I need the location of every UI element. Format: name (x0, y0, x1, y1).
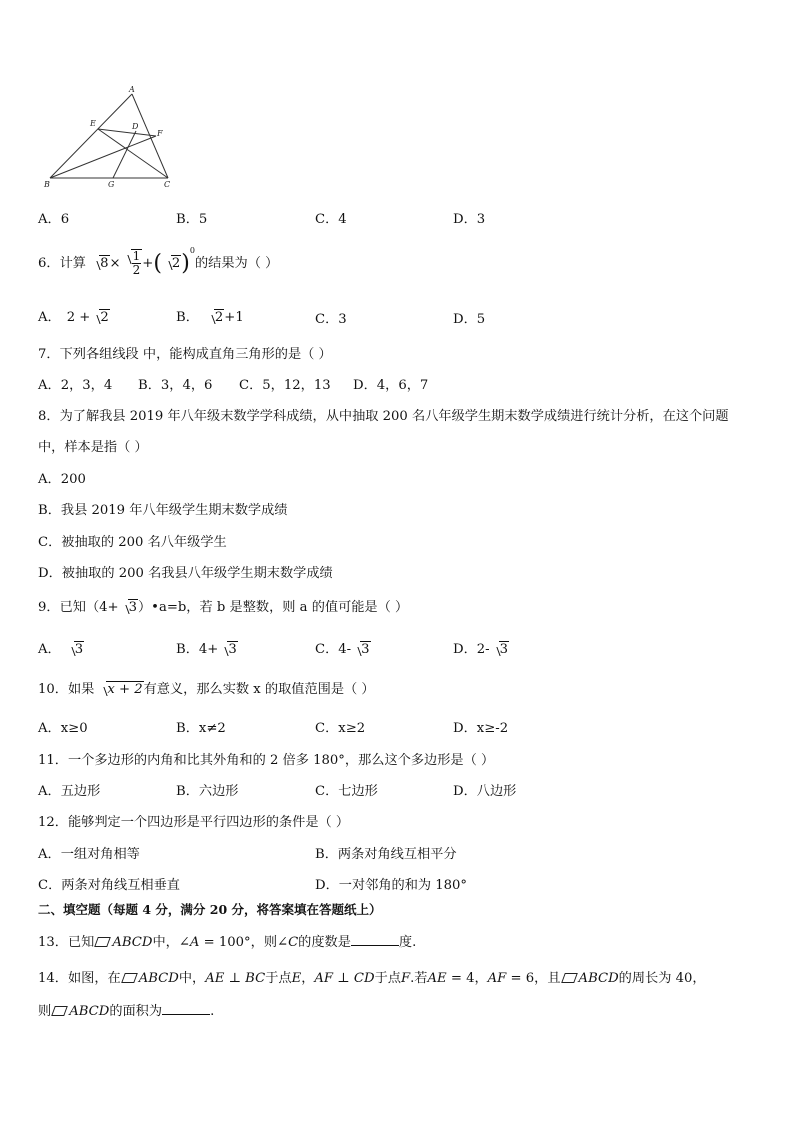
q14-answer-blank[interactable] (162, 1002, 210, 1015)
q10-option-d: D．x≥-2 (453, 721, 509, 736)
q11-option-b: B．六边形 (176, 784, 239, 799)
q12-option-a: A．一组对角相等 (38, 847, 140, 862)
q11-option-d: D．八边形 (453, 784, 517, 799)
q8-option-c: C．被抽取的 200 名八年级学生 (38, 535, 227, 550)
q10-option-c: C．x≥2 (315, 721, 366, 736)
q6-sqrt2: 2 (162, 255, 181, 271)
q5-option-d: D．3 (453, 212, 486, 227)
q6-option-a: A． 2 + 2 (38, 310, 109, 325)
q9-option-c: C．4- 3 (315, 642, 370, 657)
q8-stem-line1: 8．为了解我县 2019 年八年级末数学学科成绩，从中抽取 200 名八年级学生期末数学成绩进行统计分析，在这个问题 (38, 409, 729, 424)
q7-option-c: C．5，12，13 (239, 378, 331, 393)
q13-answer-blank[interactable] (351, 933, 399, 946)
q10-option-a: A．x≥0 (38, 721, 88, 736)
q6-stem: 6．计算 8× $\frac{1}{2}$ +( 2)$^0$的结果为（ ） (38, 246, 279, 277)
q6-times: × (109, 256, 121, 271)
q7-option-a: A．2，3，4 (38, 378, 113, 393)
line-bf (50, 136, 156, 178)
q8-stem-line2: 中，样本是指（ ） (38, 440, 148, 455)
q6-sqrt-frac: $\frac{1}{2}$ (121, 249, 143, 277)
triangle-figure (40, 86, 190, 192)
q8-option-a: A．200 (38, 472, 86, 487)
q10-option-b: B．x≠2 (176, 721, 226, 736)
q9-stem: 9．已知（4+ 3）•a=b，若 b 是整数，则 a 的值可能是（ ） (38, 600, 409, 615)
q7-option-d: D．4，6，7 (353, 378, 429, 393)
q7-stem: 7．下列各组线段 中，能构成直角三角形的是（ ） (38, 347, 332, 362)
q6-plus: + (142, 256, 154, 271)
q7-option-b: B．3，4，6 (138, 378, 213, 393)
q5-option-b: B．5 (176, 212, 208, 227)
q12-option-b: B．两条对角线互相平分 (315, 847, 457, 862)
q6-option-d: D．5 (453, 312, 486, 327)
label-a: A (129, 86, 135, 94)
q6-prefix: 6．计算 (38, 256, 86, 271)
q11-option-a: A．五边形 (38, 784, 101, 799)
q6-suffix: 的结果为（ ） (194, 256, 279, 271)
q11-option-c: C．七边形 (315, 784, 378, 799)
label-f: F (157, 129, 163, 138)
q10-stem: 10．如果 x + 2有意义，那么实数 x 的取值范围是（ ） (38, 682, 375, 697)
q9-option-a: A． 3 (38, 642, 84, 657)
q6-sqrt8: 8 (90, 255, 109, 271)
q11-stem: 11．一个多边形的内角和比其外角和的 2 倍多 180°，那么这个多边形是（ ） (38, 753, 495, 768)
line-gd (113, 131, 136, 178)
q5-option-a: A．6 (38, 212, 70, 227)
q9-option-b: B．4+ 3 (176, 642, 237, 657)
q8-option-d: D．被抽取的 200 名我县八年级学生期末数学成绩 (38, 566, 333, 581)
label-b: B (44, 180, 50, 189)
q14-stem-line1: 14．如图，在 ABCD中，AE ⊥ BC于点E，AF ⊥ CD于点F.若AE = 4，AF = 6，且 ABCD的周长为 40， (38, 971, 706, 986)
section-fill-in-title: 二、填空题（每题 4 分，满分 20 分，将答案填在答题纸上） (38, 902, 382, 917)
q8-option-b: B．我县 2019 年八年级学生期末数学成绩 (38, 503, 288, 518)
label-c: C (164, 180, 171, 189)
q12-stem: 12．能够判定一个四边形是平行四边形的条件是（ ） (38, 815, 350, 830)
q6-option-c: C．3 (315, 312, 347, 327)
q5-option-c: C．4 (315, 212, 347, 227)
label-d: D (132, 122, 139, 131)
q14-stem-line2: 则 ABCD的面积为 . (38, 1004, 215, 1019)
q12-option-d: D．一对邻角的和为 180° (315, 878, 468, 893)
q6-exponent: 0 (189, 246, 195, 255)
q6-option-b: B． 2+1 (176, 310, 244, 325)
label-e: E (90, 119, 96, 128)
q13-stem: 13．已知 ABCD中，∠A = 100°，则∠C的度数是 度. (38, 935, 417, 950)
q12-option-c: C．两条对角线互相垂直 (38, 878, 180, 893)
label-g: G (108, 180, 115, 189)
q9-option-d: D．2- 3 (453, 642, 508, 657)
